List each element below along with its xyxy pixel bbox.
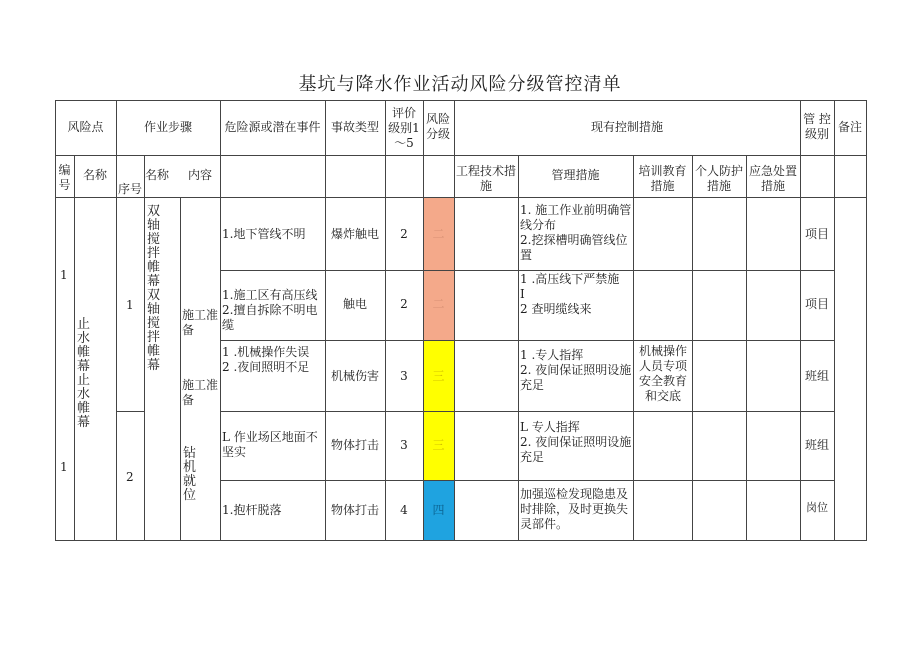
row-risk-level: 三 <box>432 438 445 452</box>
row-hazard: 1.抱杆脱落 <box>222 503 282 517</box>
row-hazard: 1.施工区有高压线 2.擅自拆除不明电缆 <box>222 288 318 332</box>
row-risk-level: 四 <box>432 503 445 517</box>
row-risk-level: 二 <box>432 297 445 311</box>
content-1: 施工准备 <box>182 308 219 337</box>
header-control-level: 管 控级别 <box>803 112 831 141</box>
content-2: 施工准备 <box>182 378 219 407</box>
row-accident: 物体打击 <box>330 438 379 452</box>
step-seq-1: 1 <box>126 298 134 312</box>
row-control-level: 班组 <box>804 369 829 383</box>
header-eval-level: 评价级别1～5 <box>388 106 420 150</box>
row-eval: 2 <box>400 227 408 241</box>
row-management: 1 .专人指挥 2. 夜间保证照明设施充足 <box>520 348 632 392</box>
row-management: 加强巡检发现隐患及时排除，及时更换失灵部件。 <box>520 487 629 531</box>
row-hazard: 1.地下管线不明 <box>222 227 306 241</box>
step-name-1: 双轴搅拌帷幕双轴搅拌帷幕 <box>147 204 161 373</box>
header-risk-level: 风险分级 <box>425 112 450 141</box>
row-hazard: 1 .机械操作失误 2 .夜间照明不足 <box>222 345 310 374</box>
header-no: 编号 <box>58 163 71 192</box>
row-eval: 2 <box>400 297 408 311</box>
row-control-level: 岗位 <box>806 501 828 514</box>
row-eval: 3 <box>400 369 408 383</box>
header-content: 内容 <box>187 168 212 182</box>
header-emergency: 应急处置措施 <box>748 164 797 193</box>
header-training: 培训教育措施 <box>638 164 687 193</box>
row-accident: 触电 <box>342 297 367 311</box>
row-risk-level: 三 <box>432 369 445 383</box>
step-name-2: 钻机就位 <box>183 446 197 503</box>
risk-point-name: 止水帷幕止水帷幕 <box>77 317 91 430</box>
row-eval: 3 <box>400 438 408 452</box>
row-management: 1 .高压线下严禁施 I 2 查明缆线来 <box>520 272 620 316</box>
row-control-level: 班组 <box>804 438 829 452</box>
header-ppe: 个人防护措施 <box>694 164 743 193</box>
row-management: 1. 施工作业前明确管线分布 2.挖探槽明确管线位置 <box>520 203 632 262</box>
row-accident: 爆炸触电 <box>330 227 379 241</box>
row-risk-level: 二 <box>432 227 445 241</box>
row-control-level: 项目 <box>804 297 829 311</box>
row-training: 机械操作人员专项安全教育和交底 <box>638 344 687 403</box>
header-step-name: 名称 <box>144 168 169 182</box>
header-engineering: 工程技术措施 <box>456 164 517 193</box>
header-management: 管理措施 <box>551 168 600 182</box>
header-controls: 现有控制措施 <box>590 120 663 134</box>
row-management: L 专人指挥 2. 夜间保证照明设施充足 <box>520 420 632 464</box>
header-name: 名称 <box>82 168 107 182</box>
row-control-level: 项目 <box>804 227 829 241</box>
risk-point-no-top: 1 <box>60 268 68 282</box>
row-hazard: L 作业场区地面不坚实 <box>222 430 318 459</box>
header-accident-type: 事故类型 <box>330 120 379 134</box>
header-remark: 备注 <box>837 120 862 134</box>
header-work-steps: 作业步骤 <box>143 120 192 134</box>
row-accident: 机械伤害 <box>330 369 379 383</box>
page-title: 基坑与降水作业活动风险分级管控清单 <box>298 74 622 95</box>
row-eval: 4 <box>400 503 408 517</box>
risk-point-no-bottom: 1 <box>60 460 68 474</box>
header-risk-point: 风险点 <box>67 120 104 134</box>
header-seq: 序号 <box>117 182 142 196</box>
step-seq-2: 2 <box>126 470 134 484</box>
row-accident: 物体打击 <box>330 503 379 517</box>
header-hazard: 危险源或潜在事件 <box>224 120 321 134</box>
